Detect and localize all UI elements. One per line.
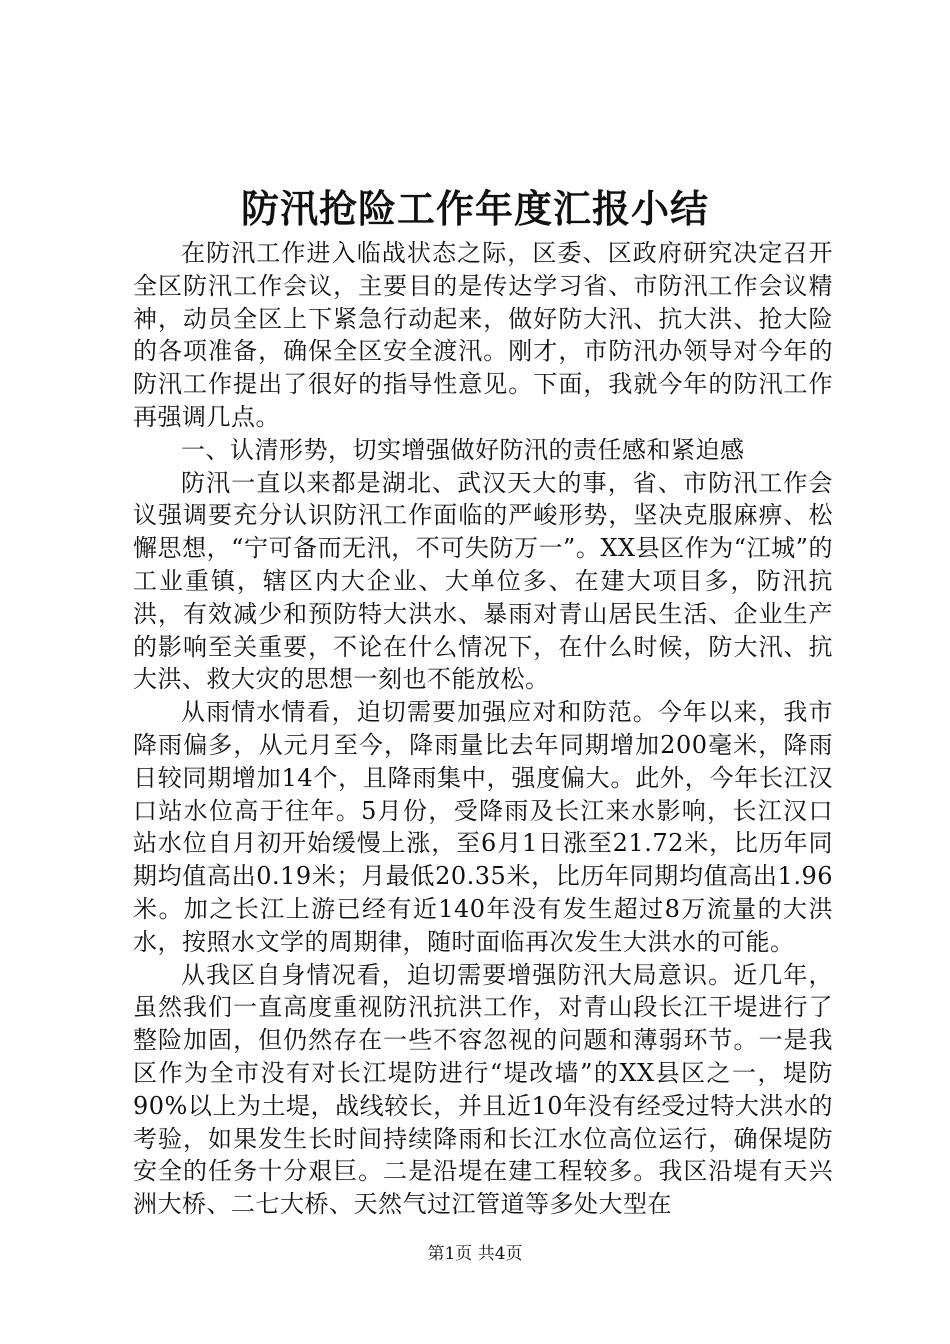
paragraph-situation: 防汛一直以来都是湖北、武汉天大的事，省、市防汛工作会议强调要充分认识防汛工作面临的严峻形势，坚决克服麻痹、松懈思想，“宁可备而无汛，不可失防万一”。XX县区作为“江城”的工业重镇，辖区内大企业、大单位多、在建大项目多，防汛抗洪，有效减少和预防特大洪水、暴雨对青山居民生活、企业生产的影响至关重要，不论在什么情况下，在什么时候，防大汛、抗大洪、救大灾的思想一刻也不能放松。 <box>133 468 833 694</box>
page-number-footer: 第1页 共4页 <box>427 1244 523 1264</box>
document-title: 防汛抢险工作年度汇报小结 <box>240 186 709 231</box>
paragraph-district: 从我区自身情况看，迫切需要增强防汛大局意识。近几年，虽然我们一直高度重视防汛抗洪工作，对青山段长江干堤进行了整险加固，但仍然存在一些不容忽视的问题和薄弱环节。一是我区作为全市没有对长江堤防进行“堤改墙”的XX县区之一，堤防90%以上为土堤，战线较长，并且近10年没有经受过特大洪水的考验，如果发生长时间持续降雨和长江水位高位运行，确保堤防安全的任务十分艰巨。二是沿堤在建工程较多。我区沿堤有天兴洲大桥、二七大桥、天然气过江管道等多处大型在 <box>133 960 833 1219</box>
section-heading-1: 一、认清形势，切实增强做好防汛的责任感和紧迫感 <box>181 435 745 464</box>
paragraph-rainfall: 从雨情水情看，迫切需要加强应对和防范。今年以来，我市降雨偏多，从元月至今，降雨量比去年同期增加200毫米，降雨日较同期增加14个，且降雨集中，强度偏大。此外，今年长江汉口站水位高于往年。5月份，受降雨及长江来水影响，长江汉口站水位自月初开始缓慢上涨，至6月1日涨至21.72米，比历年同期均值高出0.19米；月最低20.35米，比历年同期均值高出1.96米。加之长江上游已经有近140年没有发生超过8万流量的大洪水，按照水文学的周期律，随时面临再次发生大洪水的可能。 <box>133 698 833 956</box>
document-body <box>133 237 833 1221</box>
paragraph-intro: 在防汛工作进入临战状态之际，区委、区政府研究决定召开全区防汛工作会议，主要目的是传达学习省、市防汛工作会议精神，动员全区上下紧急行动起来，做好防大汛、抗大洪、抢大险的各项准备，确保全区安全渡汛。刚才，市防汛办领导对今年的防汛工作提出了很好的指导性意见。下面，我就今年的防汛工作再强调几点。 <box>133 239 833 431</box>
